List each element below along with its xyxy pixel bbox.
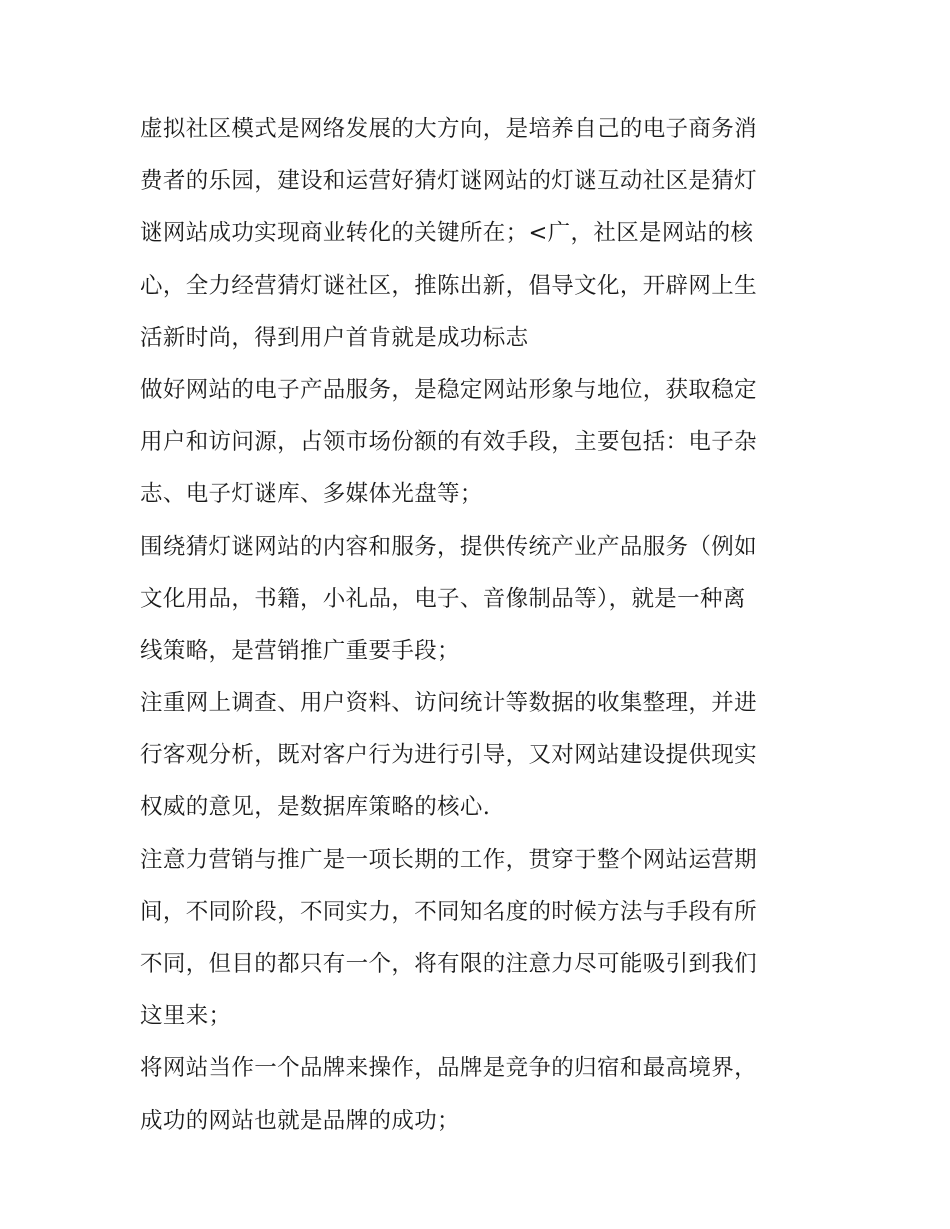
text-line: 注意力营销与推广是一项长期的工作，贯穿于整个网站运营期 bbox=[140, 846, 757, 873]
text-line: 这里来； bbox=[140, 1003, 232, 1030]
text-line: 费者的乐园，建设和运营好猜灯谜网站的灯谜互动社区是猜灯 bbox=[140, 168, 757, 195]
document-body bbox=[140, 103, 820, 1147]
text-line: 志、电子灯谜库、多媒体光盘等； bbox=[140, 481, 483, 508]
text-line: 权威的意见，是数据库策略的核心. bbox=[140, 794, 491, 821]
text-line: 注重网上调查、用户资料、访问统计等数据的收集整理，并进 bbox=[140, 690, 757, 717]
text-line: 将网站当作一个品牌来操作，品牌是竞争的归宿和最高境界， bbox=[140, 1055, 757, 1082]
text-line: 行客观分析，既对客户行为进行引导，又对网站建设提供现实 bbox=[140, 742, 757, 769]
text-line: 间，不同阶段，不同实力，不同知名度的时候方法与手段有所 bbox=[140, 898, 757, 925]
text-line: 文化用品，书籍，小礼品，电子、音像制品等），就是一种离 bbox=[140, 585, 746, 612]
text-line: 做好网站的电子产品服务，是稳定网站形象与地位，获取稳定 bbox=[140, 376, 757, 403]
text-line: 不同，但目的都只有一个，将有限的注意力尽可能吸引到我们 bbox=[140, 951, 757, 977]
text-line: 谜网站成功实现商业转化的关键所在；<广，社区是网站的核 bbox=[140, 220, 754, 247]
text-line: 活新时尚，得到用户首肯就是成功标志 bbox=[140, 324, 529, 351]
text-line: 成功的网站也就是品牌的成功； bbox=[140, 1107, 460, 1134]
text-line: 用户和访问源，占领市场份额的有效手段，主要包括：电子杂 bbox=[140, 429, 757, 456]
text-line: 线策略，是营销推广重要手段； bbox=[140, 637, 460, 664]
text-line: 虚拟社区模式是网络发展的大方向，是培养自己的电子商务消 bbox=[140, 116, 757, 142]
text-line: 心，全力经营猜灯谜社区，推陈出新，倡导文化，开辟网上生 bbox=[140, 272, 757, 299]
text-line: 围绕猜灯谜网站的内容和服务，提供传统产业产品服务（例如 bbox=[140, 533, 757, 560]
